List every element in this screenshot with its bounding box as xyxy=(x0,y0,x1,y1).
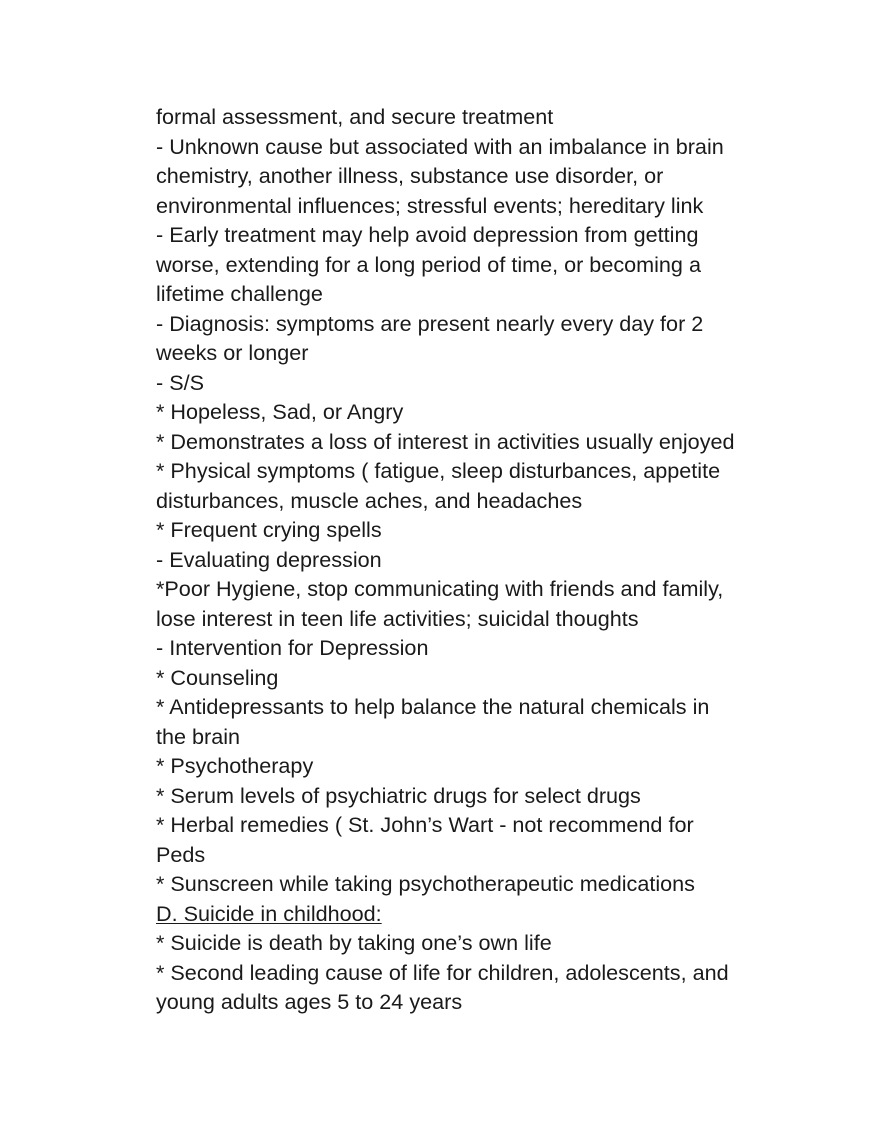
text-line: - Diagnosis: symptoms are present nearly every day for 2 xyxy=(156,310,704,336)
text-line: * Antidepressants to help balance the natural chemicals in xyxy=(156,694,710,719)
text-line: chemistry, another illness, substance use disorder, or xyxy=(156,163,664,188)
text-line: * Serum levels of psychiatric drugs for select drugs xyxy=(156,782,641,808)
text-line: * Second leading cause of life for children, adolescents, and xyxy=(156,959,729,985)
text-line: * Sunscreen while taking psychotherapeutic medications xyxy=(156,871,695,896)
text-line: environmental influences; stressful events; hereditary link xyxy=(156,192,704,218)
document-body xyxy=(156,102,836,1017)
text-line: lifetime challenge xyxy=(156,281,323,306)
text-line: - Unknown cause but associated with an imbalance in brain xyxy=(156,133,724,159)
text-line: young adults ages 5 to 24 years xyxy=(156,989,463,1014)
text-line: weeks or longer xyxy=(156,340,309,365)
text-line: * Suicide is death by taking one’s own life xyxy=(156,930,552,955)
text-line: the brain xyxy=(156,723,241,749)
text-line: * Counseling xyxy=(156,664,279,690)
text-line: * Demonstrates a loss of interest in activities usually enjoyed xyxy=(156,428,735,454)
text-line: Peds xyxy=(156,841,206,867)
text-line: * Herbal remedies ( St. John’s Wart - not recommend for xyxy=(156,812,694,837)
text-line: * Frequent crying spells xyxy=(156,517,382,542)
text-line: * Psychotherapy xyxy=(156,753,314,778)
text-line: * Hopeless, Sad, or Angry xyxy=(156,399,404,424)
text-line: lose interest in teen life activities; suicidal thoughts xyxy=(156,605,639,631)
text-line: formal assessment, and secure treatment xyxy=(156,104,554,129)
section-heading: D. Suicide in childhood: xyxy=(156,900,382,926)
text-line: worse, extending for a long period of time, or becoming a xyxy=(156,251,701,277)
text-line: * Physical symptoms ( fatigue, sleep disturbances, appetite xyxy=(156,458,721,483)
text-line: *Poor Hygiene, stop communicating with friends and family, xyxy=(156,576,724,601)
text-line: - S/S xyxy=(156,369,204,395)
text-line: - Early treatment may help avoid depression from getting xyxy=(156,222,699,247)
text-line: - Evaluating depression xyxy=(156,546,382,572)
text-line: - Intervention for Depression xyxy=(156,635,429,660)
text-line: disturbances, muscle aches, and headaches xyxy=(156,487,583,513)
